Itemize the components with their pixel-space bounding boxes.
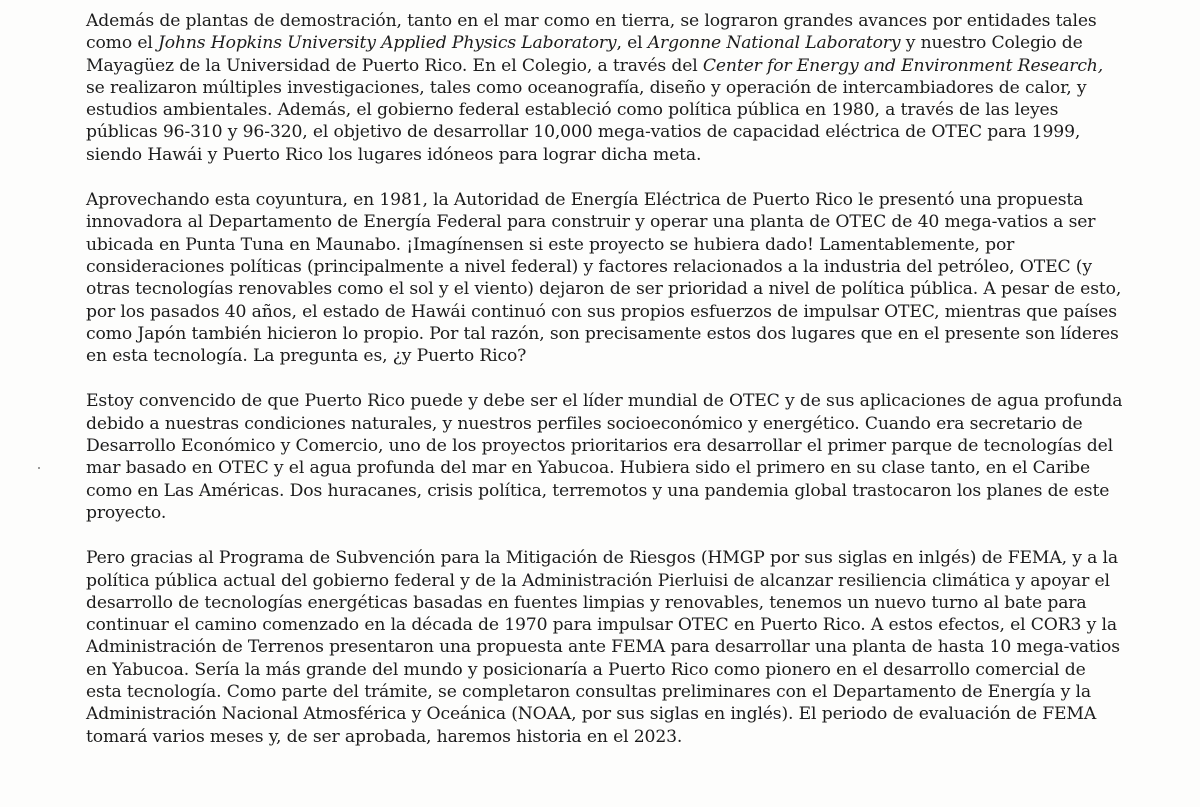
- scan-speck: [38, 467, 40, 469]
- paragraph-4-text: Pero gracias al Programa de Subvención para la Mitigación de Riesgos (HMGP por sus siglas en inlgés) de FEMA, y a la política pública actual del gobierno federal y de la Administración Pierluisi de alcanzar resiliencia climática y apoyar el desarrollo de tecnologías energéticas basadas en fuentes limpias y renovables, tenemos un nuevo turno al bate para continuar el camino comenzado en la década de 1970 para impulsar OTEC en Puerto Rico. A estos efectos, el COR3 y la Administración de Terrenos presentaron una propuesta ante FEMA para desarrollar una planta de hasta 10 mega-vatios en Yabucoa. Sería la más grande del mundo y posicionaría a Puerto Rico como pionero en el desarrollo comercial de esta tecnología. Como parte del trámite, se completaron consultas preliminares con el Departamento de Energía y la Administración Nacional Atmosférica y Oceánica (NOAA, por sus siglas en inglés). El periodo de evaluación de FEMA tomará varios meses y, de ser aprobada, haremos historia en el 2023.: [86, 548, 1120, 747]
- paragraph-3: [86, 390, 1126, 524]
- document-body: [86, 10, 1126, 771]
- ceer-name: Center for Energy and Environment Research,: [702, 55, 1104, 76]
- paragraph-1-text: se realizaron múltiples investigaciones, tales como oceanografía, diseño y operación de intercambiadores de calor, y estudios ambientales. Además, el gobierno federal estableció como política pública en 1980, a través de las leyes públicas 96-310 y 96-320, el objetivo de desarrollar 10,000 mega-vatios de capacidad eléctrica de OTEC para 1999, siendo Hawái y Puerto Rico los lugares idóneos para lograr dicha meta.: [86, 77, 1087, 165]
- argonne-lab-name: Argonne National Laboratory: [647, 33, 901, 54]
- paragraph-2: [86, 189, 1126, 367]
- paragraph-1-text: Además de plantas de demostración, tanto en el mar como en tierra, se lograron grandes avances por entidades tales como el: [86, 11, 1097, 54]
- paragraph-1: [86, 10, 1126, 166]
- jhu-apl-name: Johns Hopkins University Applied Physics Laboratory: [158, 33, 617, 54]
- paragraph-1-text: , el: [616, 33, 648, 54]
- paragraph-3-text: Estoy convencido de que Puerto Rico puede y debe ser el líder mundial de OTEC y de sus aplicaciones de agua profunda debido a nuestras condiciones naturales, y nuestros perfiles socioeconómico y energético. Cuando era secretario de Desarrollo Económico y Comercio, uno de los proyectos prioritarios era desarrollar el primer parque de tecnologías del mar basado en OTEC y el agua profunda del mar en Yabucoa. Hubiera sido el primero en su clase tanto, en el Caribe como en Las Américas. Dos huracanes, crisis política, terremotos y una pandemia global trastocaron los planes de este proyecto.: [86, 391, 1123, 523]
- paragraph-4: [86, 547, 1126, 748]
- paragraph-2-text: Aprovechando esta coyuntura, en 1981, la Autoridad de Energía Eléctrica de Puerto Rico le presentó una propuesta innovadora al Departamento de Energía Federal para construir y operar una planta de OTEC de 40 mega-vatios a ser ubicada en Punta Tuna en Maunabo. ¡Imagínensen si este proyecto se hubiera dado! Lamentablemente, por consideraciones políticas (principalmente a nivel federal) y factores relacionados a la industria del petróleo, OTEC (y otras tecnologías renovables como el sol y el viento) dejaron de ser prioridad a nivel de política pública. A pesar de esto, por los pasados 40 años, el estado de Hawái continuó con sus propios esfuerzos de impulsar OTEC, mientras que países como Japón también hicieron lo propio. Por tal razón, son precisamente estos dos lugares que en el presente son líderes en esta tecnología. La pregunta es, ¿y Puerto Rico?: [86, 190, 1122, 367]
- paragraph-1-text: y nuestro Colegio de Mayagüez de la Universidad de Puerto Rico. En el Colegio, a través del: [86, 33, 1083, 76]
